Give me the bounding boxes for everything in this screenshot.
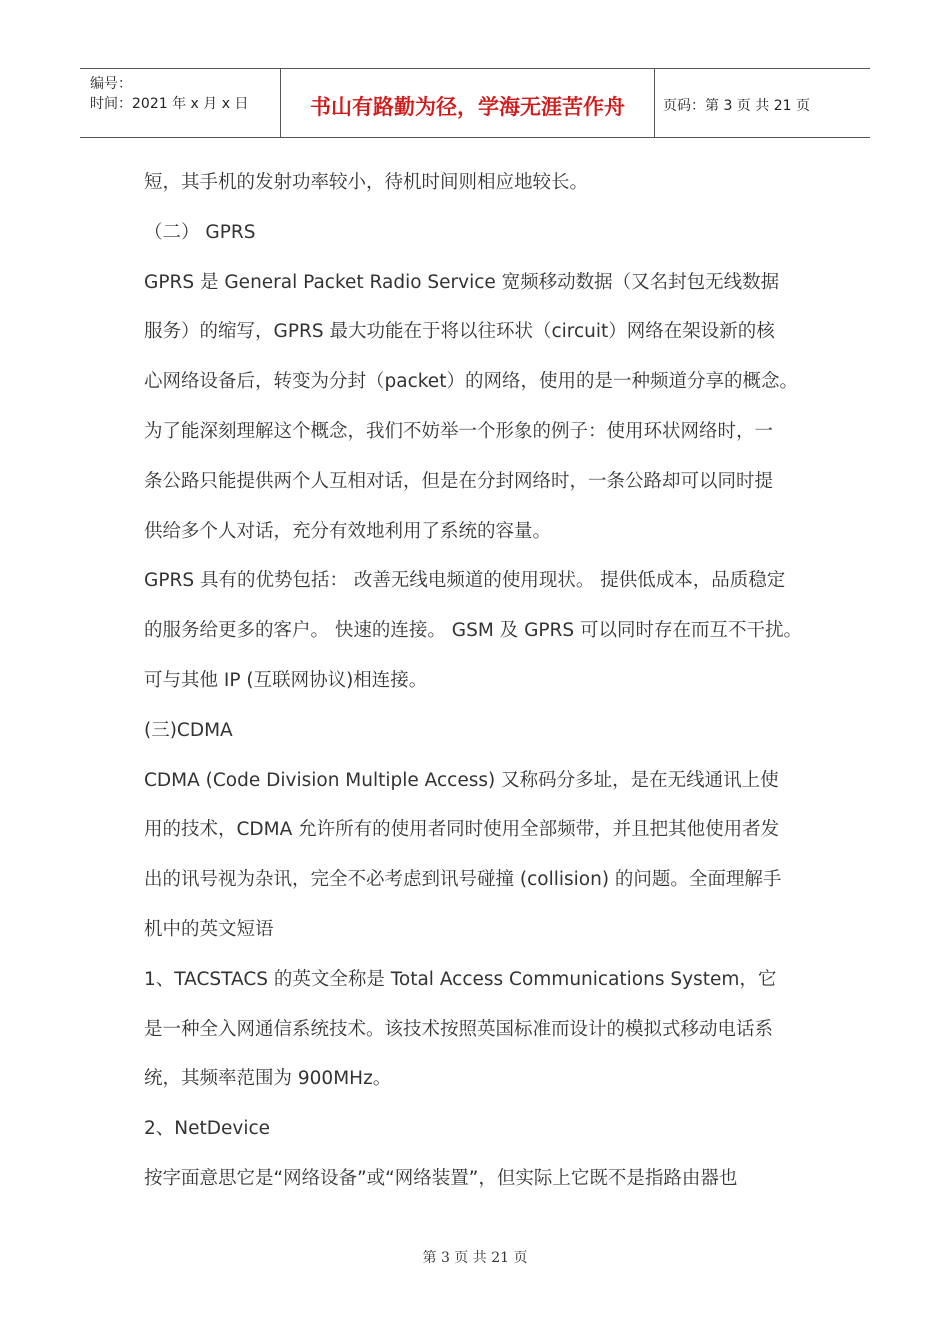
text-line: 可与其他 IP (互联网协议)相连接。: [144, 669, 428, 691]
text-line: 条公路只能提供两个人互相对话，但是在分封网络时，一条公路却可以同时提: [144, 470, 774, 492]
text-line: 为了能深刻理解这个概念，我们不妨举一个形象的例子：使用环状网络时，一: [144, 420, 774, 442]
header-motto: 书山有路勤为径，学海无涯苦作舟: [310, 94, 625, 119]
section-heading-gprs: （二） GPRS: [144, 221, 256, 243]
text-line: 统，其频率范围为 900MHz。: [144, 1068, 392, 1090]
text-line: 心网络设备后，转变为分封（packet）的网络，使用的是一种频道分享的概念。: [144, 371, 798, 393]
header-motto-cell: [281, 69, 655, 137]
text-line: 服务）的缩写，GPRS 最大功能在于将以往环状（circuit）网络在架设新的核: [144, 321, 775, 343]
text-line: 1、TACSTACS 的英文全称是 Total Access Communications System，它: [144, 968, 777, 990]
text-line: 短，其手机的发射功率较小，待机时间则相应地较长。: [144, 172, 589, 193]
document-date-label: 时间：2021 年 x 月 x 日: [90, 96, 249, 112]
text-line: 的服务给更多的客户。 快速的连接。 GSM 及 GPRS 可以同时存在而互不干扰。: [144, 620, 803, 642]
header-page-info: 页码：第 3 页 共 21 页: [663, 98, 810, 114]
document-number-label: 编号：: [90, 76, 132, 92]
text-line: CDMA (Code Division Multiple Access) 又称码分多址，是在无线通讯上使: [144, 769, 779, 791]
text-line: 用的技术，CDMA 允许所有的使用者同时使用全部频带，并且把其他使用者发: [144, 819, 780, 841]
text-line: 供给多个人对话，充分有效地利用了系统的容量。: [144, 520, 552, 542]
section-heading-cdma: (三)CDMA: [144, 719, 233, 741]
text-line: GPRS 具有的优势包括： 改善无线电频道的使用现状。 提供低成本，品质稳定: [144, 570, 786, 592]
document-body: [144, 168, 834, 1214]
page-footer: 第 3 页 共 21 页: [422, 1250, 528, 1266]
text-line: 按字面意思它是“网络设备”或“网络装置”，但实际上它既不是指路由器也: [144, 1167, 738, 1189]
text-line: 机中的英文短语: [144, 918, 274, 940]
header-meta-cell: [80, 69, 281, 137]
text-line: 2、NetDevice: [144, 1118, 271, 1140]
page-header: [80, 68, 870, 138]
text-line: 出的讯号视为杂讯，完全不必考虑到讯号碰撞 (collision) 的问题。全面理解手: [144, 869, 782, 891]
text-line: GPRS 是 General Packet Radio Service 宽频移动数据（又名封包无线数据: [144, 271, 780, 293]
text-line: 是一种全入网通信系统技术。该技术按照英国标准而设计的模拟式移动电话系: [144, 1018, 774, 1040]
header-page-cell: [655, 69, 870, 137]
